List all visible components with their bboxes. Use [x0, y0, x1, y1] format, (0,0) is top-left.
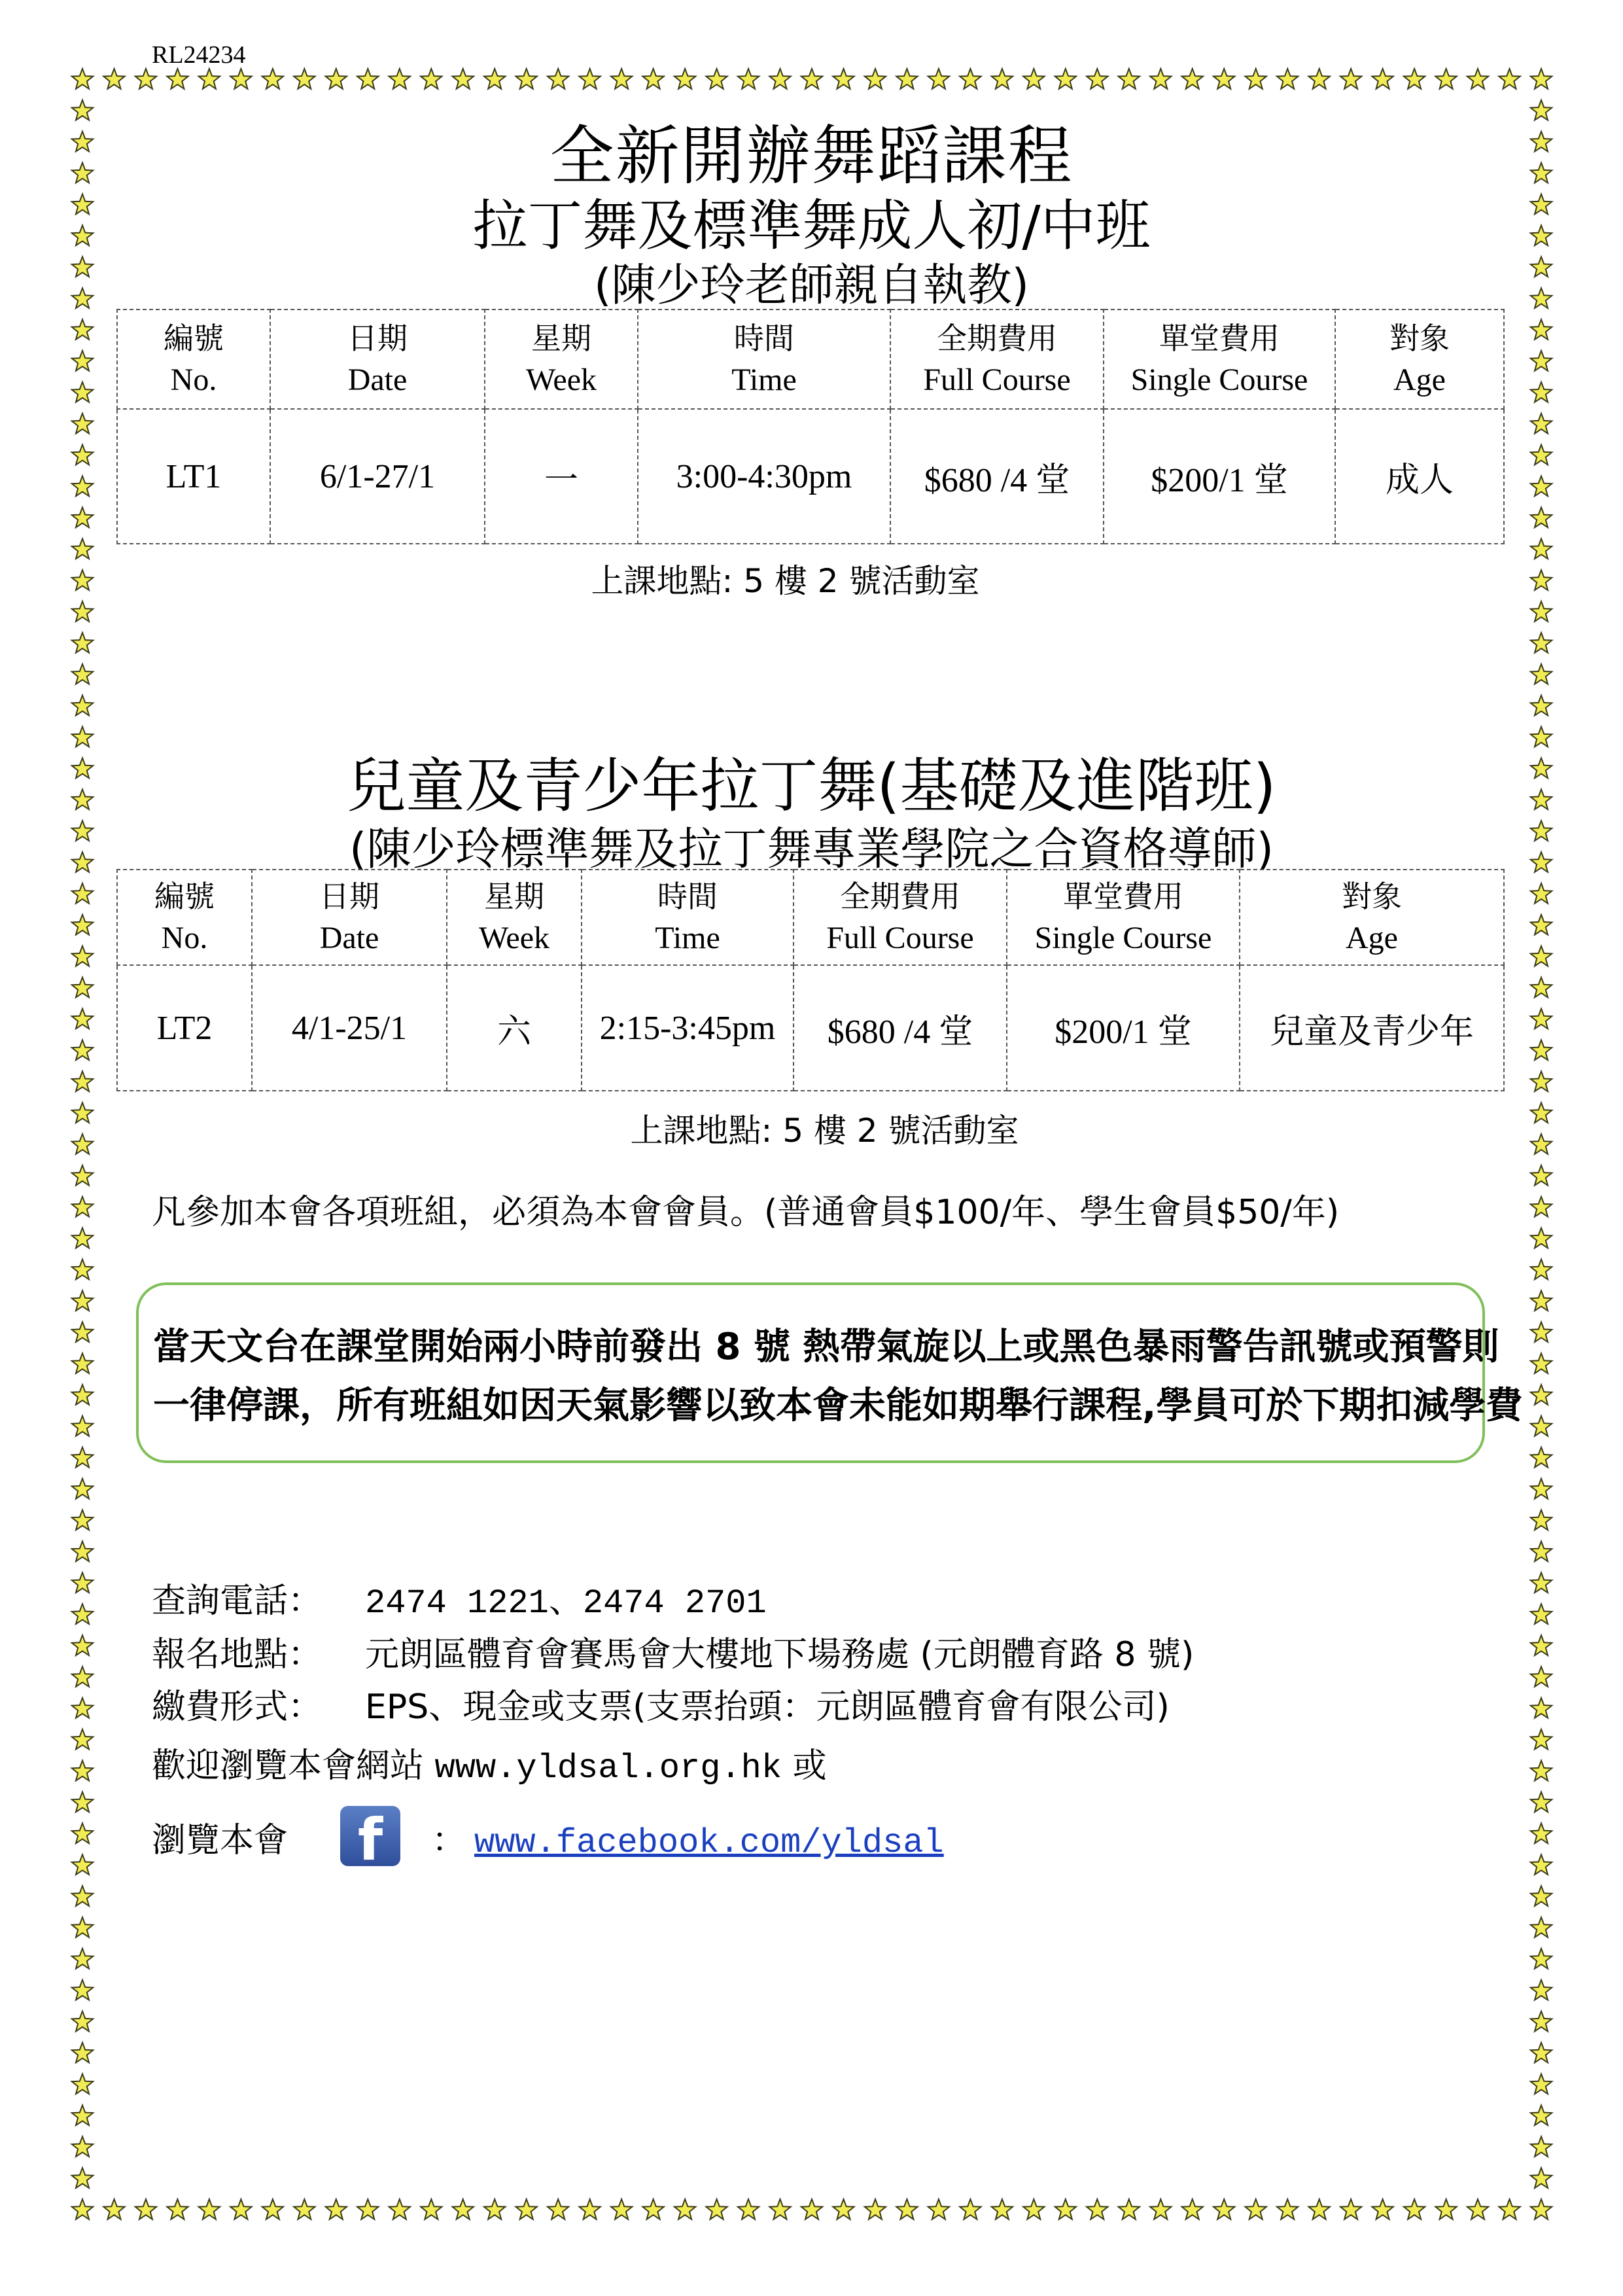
star-icon: [230, 2199, 251, 2219]
star-icon: [262, 69, 283, 89]
star-icon: [1087, 2199, 1108, 2219]
star-icon: [1531, 2105, 1552, 2125]
cell-single-fee: $200/1 堂: [1007, 965, 1240, 1091]
star-icon: [992, 69, 1013, 89]
table-row: [117, 965, 1504, 1091]
star-icon: [865, 69, 886, 89]
cell-no: LT1: [117, 409, 270, 544]
header-full-course: 全期費用 Full Course: [794, 870, 1007, 965]
cell-time: 3:00-4:30pm: [638, 409, 890, 544]
star-icon: [1531, 1447, 1552, 1468]
star-icon: [72, 1416, 93, 1436]
star-icon: [199, 69, 220, 89]
star-icon: [1531, 946, 1552, 966]
section1-venue: 上課地點: 5 樓 2 號活動室: [591, 562, 980, 600]
cell-age: 兒童及青少年: [1240, 965, 1504, 1091]
star-icon: [1182, 2199, 1203, 2219]
star-icon: [1531, 1729, 1552, 1750]
star-icon: [72, 1635, 93, 1655]
star-icon: [1150, 2199, 1171, 2219]
star-icon: [1531, 1197, 1552, 1217]
star-icon: [262, 2199, 283, 2219]
star-icon: [1531, 1635, 1552, 1655]
star-icon: [484, 69, 505, 89]
star-icon: [516, 2199, 537, 2219]
star-icon: [1531, 1667, 1552, 1687]
header-date: 日期 Date: [252, 870, 447, 965]
star-icon: [1531, 69, 1552, 89]
star-icon: [1531, 1165, 1552, 1186]
star-icon: [1055, 2199, 1076, 2219]
star-icon: [801, 69, 822, 89]
star-icon: [865, 2199, 886, 2219]
header-no: 編號 No.: [117, 309, 270, 409]
star-icon: [1531, 1854, 1552, 1875]
section1-subtitle: 拉丁舞及標準舞成人初/中班: [472, 194, 1151, 258]
star-icon: [72, 2136, 93, 2157]
star-icon: [1531, 476, 1552, 497]
header-single-course: 單堂費用 Single Course: [1007, 870, 1240, 965]
star-icon: [72, 915, 93, 935]
star-icon: [1277, 69, 1298, 89]
cell-full-fee: $680 /4 堂: [794, 965, 1007, 1091]
star-icon: [72, 1510, 93, 1530]
facebook-prefix: 瀏覽本會: [152, 1821, 288, 1860]
star-icon: [1531, 1792, 1552, 1812]
star-icon: [72, 69, 93, 89]
facebook-row: [432, 1812, 944, 1862]
star-icon: [72, 1542, 93, 1562]
star-icon: [1182, 69, 1203, 89]
star-icon: [769, 69, 790, 89]
website-suffix: 或: [792, 1746, 827, 1786]
star-icon: [357, 69, 378, 89]
cell-date: 4/1-25/1: [252, 965, 447, 1091]
website-url: www.yldsal.org.hk: [434, 1749, 782, 1788]
star-icon: [1467, 69, 1488, 89]
star-icon: [389, 69, 410, 89]
star-icon: [516, 69, 537, 89]
star-icon: [1531, 1416, 1552, 1436]
cell-single-fee: $200/1 堂: [1104, 409, 1335, 544]
star-icon: [1531, 664, 1552, 684]
star-icon: [833, 2199, 854, 2219]
star-icon: [1531, 883, 1552, 904]
star-icon: [1531, 2043, 1552, 2063]
star-icon: [580, 2199, 601, 2219]
star-icon: [1372, 2199, 1393, 2219]
star-icon: [72, 1698, 93, 1718]
star-icon: [580, 69, 601, 89]
star-icon: [801, 2199, 822, 2219]
star-icon: [642, 2199, 663, 2219]
section1-instructor: (陳少玲老師親自執教): [593, 260, 1030, 311]
star-icon: [1531, 1572, 1552, 1593]
star-icon: [738, 69, 759, 89]
star-icon: [72, 1479, 93, 1499]
star-icon: [960, 2199, 981, 2219]
section2-subtitle: 兒童及青少年拉丁舞(基礎及進階班): [347, 752, 1276, 821]
star-icon: [1213, 69, 1234, 89]
star-icon: [421, 2199, 442, 2219]
star-icon: [1467, 2199, 1488, 2219]
star-icon: [896, 69, 917, 89]
star-icon: [72, 382, 93, 402]
star-icon: [928, 69, 949, 89]
star-icon: [1055, 69, 1076, 89]
star-icon: [1531, 1290, 1552, 1311]
star-icon: [72, 1980, 93, 2000]
star-icon: [72, 414, 93, 434]
star-icon: [1531, 1886, 1552, 1906]
cell-age: 成人: [1335, 409, 1504, 544]
star-icon: [1277, 2199, 1298, 2219]
star-icon: [72, 1729, 93, 1750]
star-icon: [1531, 1761, 1552, 1781]
star-icon: [1404, 69, 1425, 89]
star-icon: [1531, 1322, 1552, 1342]
star-icon: [896, 2199, 917, 2219]
star-icon: [72, 1667, 93, 1687]
star-icon: [674, 2199, 695, 2219]
star-icon: [389, 2199, 410, 2219]
star-icon: [72, 1917, 93, 1937]
star-icon: [1531, 1071, 1552, 1091]
star-icon: [1531, 2199, 1552, 2219]
star-icon: [72, 2105, 93, 2125]
table-row: [117, 409, 1504, 544]
payment-label: 繳費形式：: [152, 1687, 323, 1727]
phone-label: 查詢電話：: [152, 1581, 323, 1621]
star-icon: [1531, 2074, 1552, 2094]
star-icon: [72, 1290, 93, 1311]
star-icon: [1531, 1040, 1552, 1060]
star-icon: [1531, 1479, 1552, 1499]
star-icon: [1531, 382, 1552, 402]
star-icon: [72, 1854, 93, 1875]
star-icon: [1023, 2199, 1044, 2219]
star-icon: [1435, 69, 1456, 89]
header-age: 對象 Age: [1240, 870, 1504, 965]
star-icon: [642, 69, 663, 89]
star-icon: [1309, 69, 1330, 89]
star-icon: [1531, 1228, 1552, 1248]
star-icon: [1309, 2199, 1330, 2219]
cell-week: 六: [447, 965, 582, 1091]
star-icon: [72, 2011, 93, 2032]
star-icon: [72, 1572, 93, 1593]
star-icon: [72, 1385, 93, 1405]
star-icon: [1435, 2199, 1456, 2219]
facebook-link[interactable]: www.facebook.com/yldsal: [474, 1824, 944, 1862]
typhoon-notice-box: [136, 1282, 1523, 1463]
star-icon: [1531, 1949, 1552, 1969]
star-icon: [72, 696, 93, 716]
star-icon: [72, 2074, 93, 2094]
star-icon: [72, 1886, 93, 1906]
star-icon: [72, 2043, 93, 2063]
star-icon: [1531, 2168, 1552, 2188]
star-icon: [1499, 69, 1520, 89]
star-icon: [1531, 1510, 1552, 1530]
phone-value: 2474 1221、2474 2701: [365, 1584, 767, 1623]
notice-line-2: 一律停課，所有班組如因天氣影響以致本會未能如期舉行課程,學員可於下期扣減學費: [153, 1385, 1523, 1427]
star-icon: [72, 1040, 93, 1060]
header-age: 對象 Age: [1335, 309, 1504, 409]
star-icon: [706, 69, 727, 89]
star-icon: [1531, 1917, 1552, 1937]
reference-code: RL24234: [152, 41, 246, 69]
star-icon: [453, 69, 474, 89]
header-full-course: 全期費用 Full Course: [890, 309, 1104, 409]
star-icon: [1531, 1385, 1552, 1405]
star-icon: [1340, 2199, 1361, 2219]
section2-venue: 上課地點: 5 樓 2 號活動室: [630, 1112, 1019, 1150]
star-icon: [1531, 978, 1552, 998]
cell-no: LT2: [117, 965, 252, 1091]
star-icon: [1119, 2199, 1140, 2219]
star-icon: [1531, 414, 1552, 434]
star-icon: [199, 2199, 220, 2219]
star-icon: [72, 1761, 93, 1781]
header-single-course: 單堂費用 Single Course: [1104, 309, 1335, 409]
star-icon: [72, 1071, 93, 1091]
facebook-icon[interactable]: f: [340, 1806, 400, 1866]
star-icon: [72, 978, 93, 998]
enrol-value: 元朗區體育會賽馬會大樓地下場務處 (元朗體育路 8 號): [365, 1635, 1195, 1674]
star-icon: [357, 2199, 378, 2219]
star-icon: [548, 69, 568, 89]
star-icon: [167, 69, 188, 89]
cell-full-fee: $680 /4 堂: [890, 409, 1104, 544]
website-row: [152, 1738, 827, 1788]
star-icon: [72, 507, 93, 527]
star-icon: [1531, 1698, 1552, 1718]
star-icon: [1531, 1353, 1552, 1373]
phone-row: [152, 1573, 767, 1623]
star-icon: [1246, 2199, 1266, 2219]
star-icon: [72, 1322, 93, 1342]
star-icon: [706, 2199, 727, 2219]
table-header-row: [117, 309, 1504, 409]
star-icon: [326, 69, 347, 89]
star-icon: [1531, 445, 1552, 465]
star-icon: [294, 69, 315, 89]
star-icon: [1213, 2199, 1234, 2219]
star-icon: [1087, 69, 1108, 89]
membership-note: 凡參加本會各項班組，必須為本會會員。(普通會員$100/年、學生會員$50/年): [152, 1193, 1340, 1232]
section2-instructor: (陳少玲標準舞及拉丁舞專業學院之合資格導師): [349, 824, 1274, 875]
star-icon: [72, 1823, 93, 1843]
star-icon: [1531, 507, 1552, 527]
star-icon: [833, 69, 854, 89]
header-date: 日期 Date: [270, 309, 485, 409]
star-icon: [611, 69, 632, 89]
star-icon: [960, 69, 981, 89]
cell-date: 6/1-27/1: [270, 409, 485, 544]
enrol-row: [152, 1627, 1194, 1676]
star-icon: [72, 445, 93, 465]
cell-week: 一: [485, 409, 638, 544]
star-icon: [72, 1009, 93, 1029]
star-icon: [103, 69, 124, 89]
star-icon: [1340, 69, 1361, 89]
star-icon: [72, 1792, 93, 1812]
header-time: 時間 Time: [582, 870, 794, 965]
star-icon: [72, 664, 93, 684]
section1-table: [116, 309, 1505, 544]
header-week: 星期 Week: [485, 309, 638, 409]
star-icon: [1531, 319, 1552, 340]
star-icon: [1023, 69, 1044, 89]
star-icon: [72, 1228, 93, 1248]
star-icon: [769, 2199, 790, 2219]
star-icon: [1372, 69, 1393, 89]
star-icon: [484, 2199, 505, 2219]
star-icon: [548, 2199, 568, 2219]
star-icon: [674, 69, 695, 89]
header-week: 星期 Week: [447, 870, 582, 965]
star-icon: [992, 2199, 1013, 2219]
star-icon: [72, 1447, 93, 1468]
star-icon: [103, 2199, 124, 2219]
star-icon: [72, 633, 93, 653]
star-icon: [928, 2199, 949, 2219]
notice-line-1: 當天文台在課堂開始兩小時前發出 8 號 熱帶氣旋以上或黑色暴雨警告訊號或預警則: [153, 1326, 1499, 1368]
star-icon: [1531, 351, 1552, 371]
star-icon: [1531, 1260, 1552, 1280]
star-icon: [1531, 601, 1552, 622]
star-icon: [72, 1260, 93, 1280]
star-icon: [611, 2199, 632, 2219]
star-icon: [167, 2199, 188, 2219]
website-prefix: 歡迎瀏覽本會網站: [152, 1746, 425, 1786]
facebook-separator: ：: [432, 1824, 466, 1862]
star-icon: [72, 1604, 93, 1624]
table-header-row: [117, 870, 1504, 965]
star-icon: [1499, 2199, 1520, 2219]
star-icon: [1531, 1542, 1552, 1562]
star-icon: [1531, 696, 1552, 716]
star-icon: [1531, 1604, 1552, 1624]
section2-table: [116, 869, 1505, 1091]
star-icon: [72, 1949, 93, 1969]
star-icon: [72, 1197, 93, 1217]
star-icon: [72, 601, 93, 622]
star-icon: [230, 69, 251, 89]
star-icon: [1531, 1009, 1552, 1029]
star-icon: [72, 2199, 93, 2219]
star-icon: [72, 476, 93, 497]
star-icon: [1531, 2011, 1552, 2032]
star-icon: [1531, 915, 1552, 935]
payment-value: EPS、現金或支票(支票抬頭：元朗區體育會有限公司): [365, 1687, 1170, 1727]
header-time: 時間 Time: [638, 309, 890, 409]
star-icon: [1119, 69, 1140, 89]
star-icon: [421, 69, 442, 89]
star-icon: [135, 2199, 156, 2219]
star-icon: [326, 2199, 347, 2219]
star-icon: [72, 1165, 93, 1186]
star-icon: [1531, 1980, 1552, 2000]
star-icon: [72, 1353, 93, 1373]
star-icon: [1246, 69, 1266, 89]
star-icon: [72, 946, 93, 966]
star-icon: [1404, 2199, 1425, 2219]
star-icon: [72, 2168, 93, 2188]
star-icon: [1531, 633, 1552, 653]
star-icon: [72, 883, 93, 904]
payment-row: [152, 1679, 1170, 1728]
enrol-label: 報名地點：: [152, 1635, 323, 1674]
star-icon: [135, 69, 156, 89]
star-icon: [1531, 1823, 1552, 1843]
star-icon: [1150, 69, 1171, 89]
star-icon: [294, 2199, 315, 2219]
star-icon: [453, 2199, 474, 2219]
cell-time: 2:15-3:45pm: [582, 965, 794, 1091]
star-icon: [72, 319, 93, 340]
star-icon: [738, 2199, 759, 2219]
page-title: 全新開辦舞蹈課程: [550, 119, 1073, 194]
header-no: 編號 No.: [117, 870, 252, 965]
star-icon: [1531, 2136, 1552, 2157]
star-icon: [72, 351, 93, 371]
